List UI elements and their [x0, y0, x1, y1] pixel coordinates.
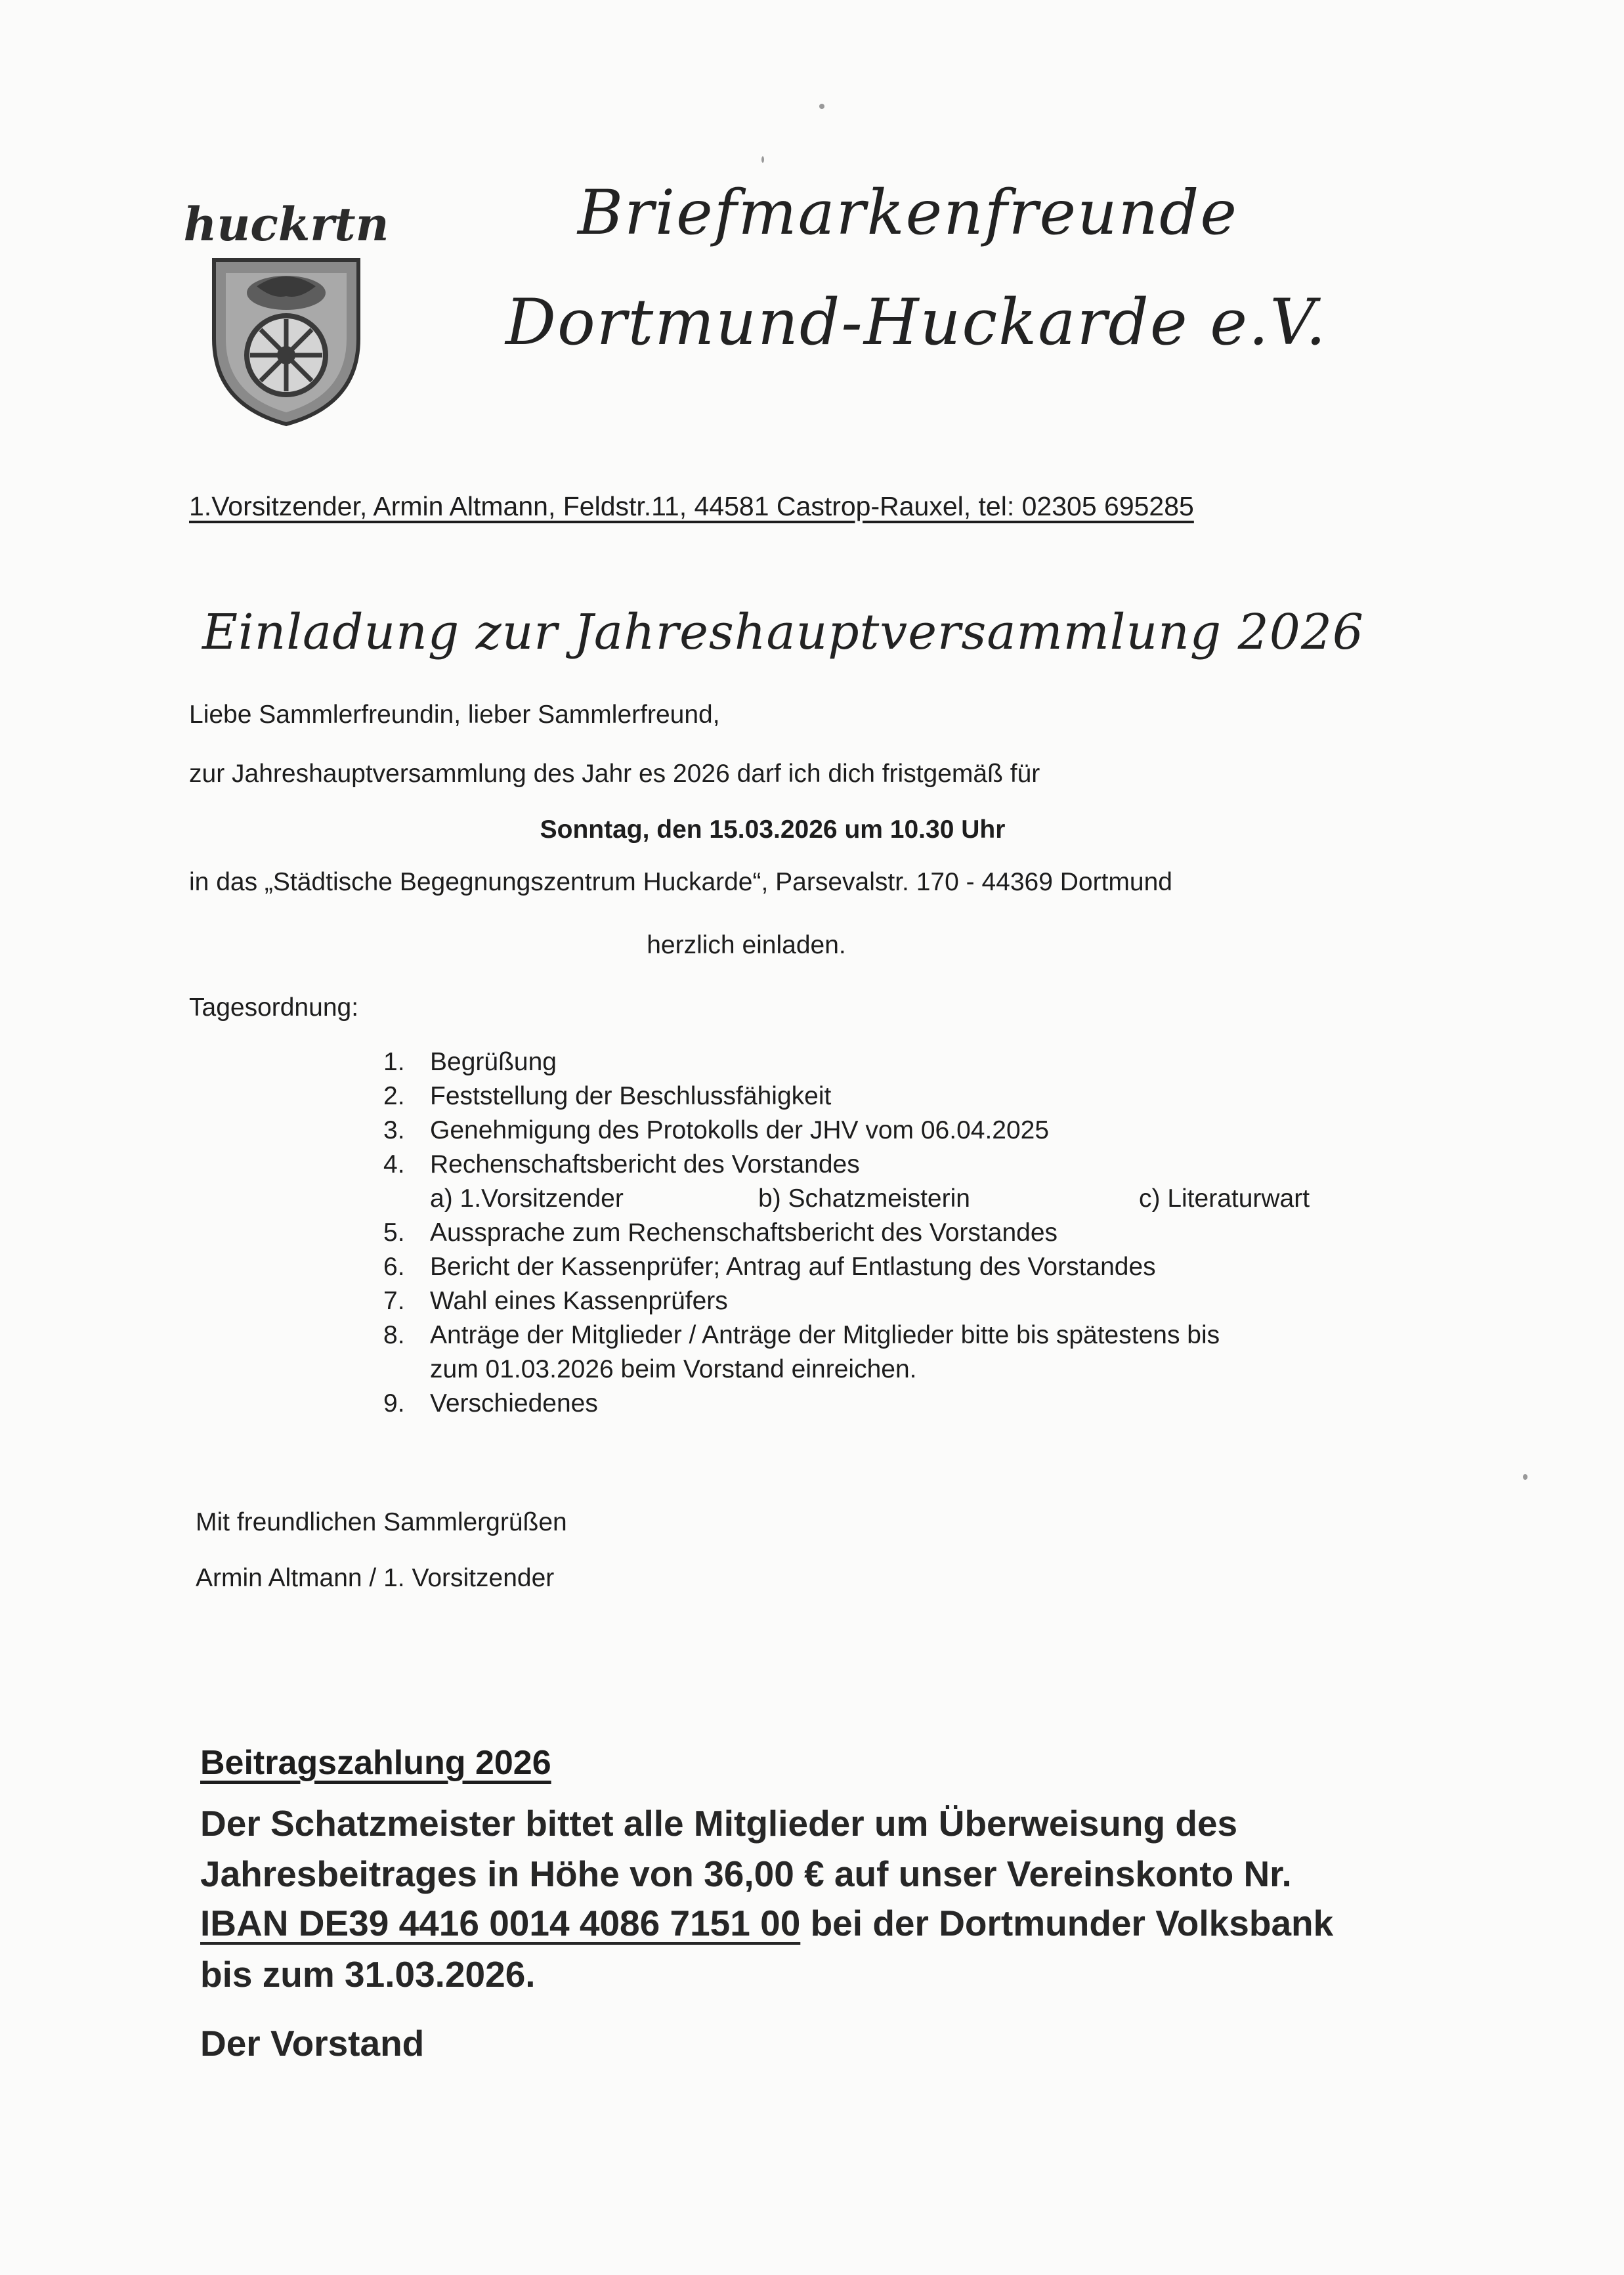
fee-line3 [200, 1902, 1333, 1944]
contact-line: 1.Vorsitzender, Armin Altmann, Feldstr.11, 44581 Castrop-Rauxel, tel: 02305 695285 [189, 491, 1194, 521]
agenda-item: 6. Bericht der Kassenprüfer; Antrag auf Entlastung des Vorstandes [383, 1253, 1156, 1281]
agenda-item: 9. Verschiedenes [383, 1389, 598, 1418]
agenda-item: 4. Rechenschaftsbericht des Vorstandes [383, 1150, 860, 1179]
invitation-heading: Einladung zur Jahreshauptversammlung 2026 [202, 604, 1364, 661]
meeting-date: Sonntag, den 15.03.2026 um 10.30 Uhr [540, 815, 1006, 844]
scan-speck [761, 156, 764, 163]
venue-text: in das „Städtische Begegnungszentrum Huckarde“, Parsevalstr. 170 - 44369 Dortmund [189, 868, 1172, 896]
agenda-item: 3. Genehmigung des Protokolls der JHV vom 06.04.2025 [383, 1116, 1050, 1144]
fee-line2: Jahresbeitrages in Höhe von 36,00 € auf unser Vereinskonto Nr. [200, 1853, 1292, 1894]
agenda-subitem-c: c) Literaturwart [1139, 1184, 1310, 1213]
fee-deadline: bis zum 31.03.2026. [200, 1954, 536, 1995]
agenda-item: 5. Aussprache zum Rechenschaftsbericht des Vorstandes [383, 1219, 1058, 1247]
agenda-subitems [368, 1182, 1310, 1216]
bank-name: bei der Dortmunder Volksbank [800, 1903, 1334, 1943]
invite-text: herzlich einladen. [647, 931, 846, 959]
intro-text: zur Jahreshauptversammlung des Jahr es 2026 darf ich dich fristgemäß für [189, 760, 1040, 788]
fee-line1: Der Schatzmeister bittet alle Mitglieder um Überweisung des [200, 1803, 1238, 1844]
agenda-label: Tagesordnung: [189, 993, 359, 1022]
agenda-list [368, 1045, 1310, 1421]
club-name-line1: Briefmarkenfreunde [578, 177, 1238, 249]
board-signature: Der Vorstand [200, 2023, 425, 2064]
crest-lettering: huckrtn [183, 197, 389, 251]
greeting: Liebe Sammlerfreundin, lieber Sammlerfreund, [189, 701, 720, 729]
agenda-subitem-a: a) 1.Vorsitzender [430, 1184, 624, 1213]
club-crest-logo [183, 188, 389, 427]
agenda-item: 7. Wahl eines Kassenprüfers [383, 1287, 728, 1315]
closing-regards: Mit freundlichen Sammlergrüßen [196, 1508, 567, 1536]
signer: Armin Altmann / 1. Vorsitzender [196, 1564, 555, 1592]
fee-section-title: Beitragszahlung 2026 [200, 1744, 551, 1782]
iban: IBAN DE39 4416 0014 4086 7151 00 [200, 1903, 801, 1943]
club-name-line2: Dortmund-Huckarde e.V. [505, 286, 1327, 359]
agenda-item: 8. Anträge der Mitglieder / Anträge der Mitglieder bitte bis spätestens bis zum 01.03.2026 beim Vorstand einreichen. [383, 1321, 1220, 1383]
agenda-subitem-b: b) Schatzmeisterin [758, 1184, 970, 1213]
agenda-item: 2. Feststellung der Beschlussfähigkeit [383, 1082, 832, 1110]
agenda-item: 1. Begrüßung [383, 1048, 557, 1076]
scan-speck [819, 104, 824, 109]
scan-speck [1523, 1474, 1528, 1480]
